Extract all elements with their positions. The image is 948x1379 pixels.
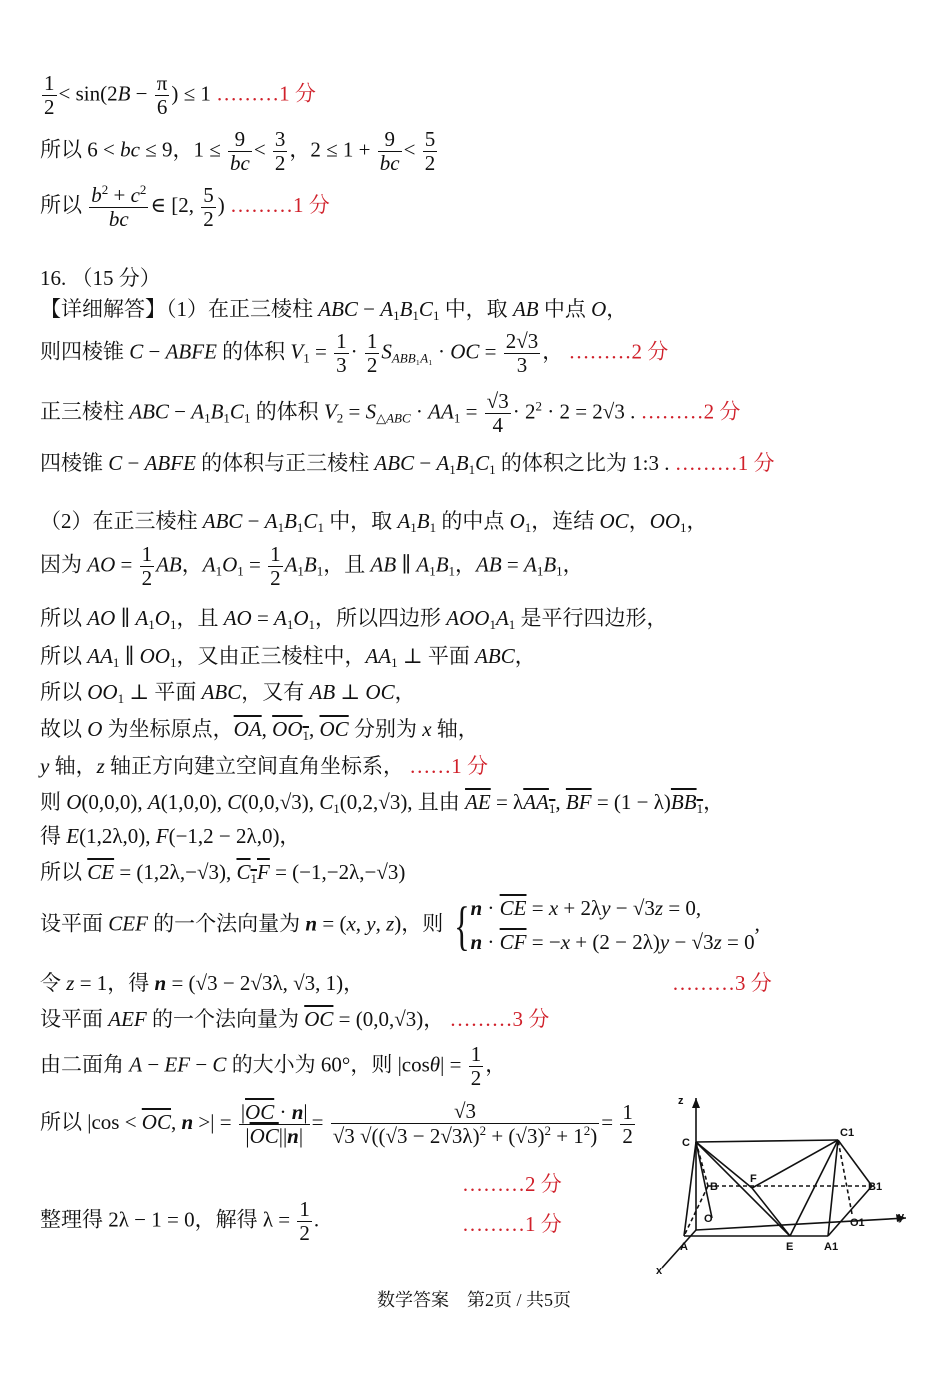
- part2-11: 设平面 CEF 的一个法向量为 n = (x, y, z)，则 { $n \cdot \overline{CE} = x + 2\lambda y - √3z = 0$, $n \cdot \overline{CF} = -x + (2 - 2\lambda)y - √3z = 0$ ,: [40, 895, 760, 956]
- points-10: ………1 分: [462, 1212, 562, 1236]
- part2-5: 所以 $OO_1$ ⊥ 平面 ABC，又有 AB ⊥ OC，: [40, 680, 416, 706]
- detail-4: 四棱锥 C − ABFE 的体积与正三棱柱 ABC − $A_1B_1C_1$ 的体积之比为 1:3 . ………1 分: [40, 451, 775, 477]
- label-f: F: [750, 1173, 757, 1185]
- prism-figure: [652, 1090, 912, 1280]
- points-2: ………1 分: [229, 192, 330, 217]
- label-z: z: [678, 1095, 684, 1107]
- part2-13: 设平面 AEF 的一个法向量为 $\overline{OC} = (0,0,√3)$， ………3 分: [40, 1007, 550, 1031]
- label-e: E: [786, 1241, 794, 1253]
- points-7: ………3 分: [672, 971, 772, 995]
- part2-9: 得 E(1,2λ,0), F(−1,2 − 2λ,0)，: [40, 824, 301, 848]
- part2-12: 令 z = 1，得 n = (√3 − 2√3λ, √3, 1)，: [40, 971, 365, 995]
- part2-4: 所以 $AA_1$ ∥ $OO_1$，又由正三棱柱中，$AA_1$ ⊥ 平面 ABC，: [40, 644, 536, 670]
- label-x: x: [656, 1265, 663, 1277]
- line-2: 所以 6 < bc ≤ 9，1 ≤ $\frac{9}{bc}$ < $\frac{3}{2}$ ，2 ≤ 1 + $\frac{9}{bc}$ < $\frac{5}{2}$: [40, 127, 436, 176]
- points-6: ……1 分: [409, 754, 489, 778]
- label-a1: A1: [824, 1241, 839, 1253]
- part2-15: 所以 $|\cos < \overline{OC}$, n >| = $\frac{|\overline{OC} \cdot n|}{|\overline{OC}||n|}$ = $\frac{√3}{√3 √((√3 - 2√3\lambda)^2 + (√3)^2 + 1^2)}$ = $\frac{1}{2}$: [40, 1099, 633, 1149]
- part2-10: 所以 $\overline{CE} = (1,2\lambda,-√3)$, $C_1F = (-1,-2\lambda,-√3)$: [40, 860, 406, 886]
- label-c1: C1: [840, 1127, 855, 1139]
- part2-16: 整理得 2λ − 1 = 0，解得 λ = $\frac{1}{2}$ .: [40, 1197, 320, 1246]
- detail-1: 【详细解答】（1）在正三棱柱 ABC − $A_1B_1C_1$ 中，取 AB 中点 O，: [40, 297, 628, 323]
- part2-7: y 轴，z 轴正方向建立空间直角坐标系， ……1 分: [40, 754, 489, 778]
- points-4: ………2 分: [640, 399, 741, 424]
- page-footer: 数学答案 第2页 / 共5页: [376, 1290, 571, 1310]
- detail-2: 则四棱锥 C − ABFE 的体积 $V_1$ = $\frac{1}{3}$ · $\frac{1}{2}$ $S_{ABB_1A_1}$ · OC = $\frac{2√3}{3}$ ， ………2 分: [40, 329, 669, 378]
- points-8: ………3 分: [449, 1007, 550, 1031]
- label-o1: O1: [850, 1217, 865, 1229]
- points-9: ………2 分: [462, 1172, 562, 1196]
- label-b: B: [710, 1181, 718, 1193]
- points-5: ………1 分: [674, 451, 775, 475]
- points-1: ………1 分: [216, 81, 316, 106]
- part2-3: 所以 AO ∥ $A_1O_1$，且 AO = $A_1O_1$，所以四边形 $AOO_1A_1$ 是平行四边形，: [40, 606, 668, 632]
- part2-14: 由二面角 A − EF − C 的大小为 60°，则 |cosθ| = $\frac{1}{2}$ ，: [40, 1042, 507, 1091]
- label-c: C: [682, 1137, 690, 1149]
- label-b1: B1: [868, 1181, 883, 1193]
- part2-6: 故以 O 为坐标原点，$\overline{OA}$, $OO_1$, $\overline{OC}$ 分别为 x 轴，: [40, 717, 479, 743]
- part2-2: 因为 AO = $\frac{1}{2}$ AB，$A_1O_1$ = $\frac{1}{2}$ $A_1B_1$，且 AB ∥ $A_1B_1$，AB = $A_1B_1$，: [40, 542, 584, 591]
- question-16-header: 16. （15 分）: [40, 266, 161, 290]
- line-1: $\frac{1}{2}$ < sin(2B − $\frac{\pi}{6}$ ) ≤ 1 ………1 分: [44, 71, 316, 120]
- label-a: A: [680, 1241, 688, 1253]
- part2-1: （2）在正三棱柱 ABC − $A_1B_1C_1$ 中，取 $A_1B_1$ 的中点 $O_1$，连结 OC，$OO_1$，: [40, 509, 708, 535]
- label-y: y: [898, 1211, 905, 1223]
- part2-8: 则 O(0,0,0), A(1,0,0), C(0,0,√3), $C_1(0,2,√3)$, 且由 $\overline{AE} = \lambda AA_1$, $\overline{BF} = (1 - \lambda)BB_1$，: [40, 790, 725, 816]
- points-3: ………2 分: [568, 339, 669, 364]
- label-o: O: [704, 1213, 713, 1225]
- detail-3: 正三棱柱 ABC − $A_1B_1C_1$ 的体积 $V_2 = S_{\triangle ABC} \cdot AA_1$ = $\frac{√3}{4}$ · $2^2 \cdot 2 = 2√3$ . ………2 分: [40, 389, 741, 438]
- line-3: 所以 $\frac{b^2 + c^2}{bc}$ ∈ [2, $\frac{5}{2}$ ) ………1 分: [40, 182, 330, 232]
